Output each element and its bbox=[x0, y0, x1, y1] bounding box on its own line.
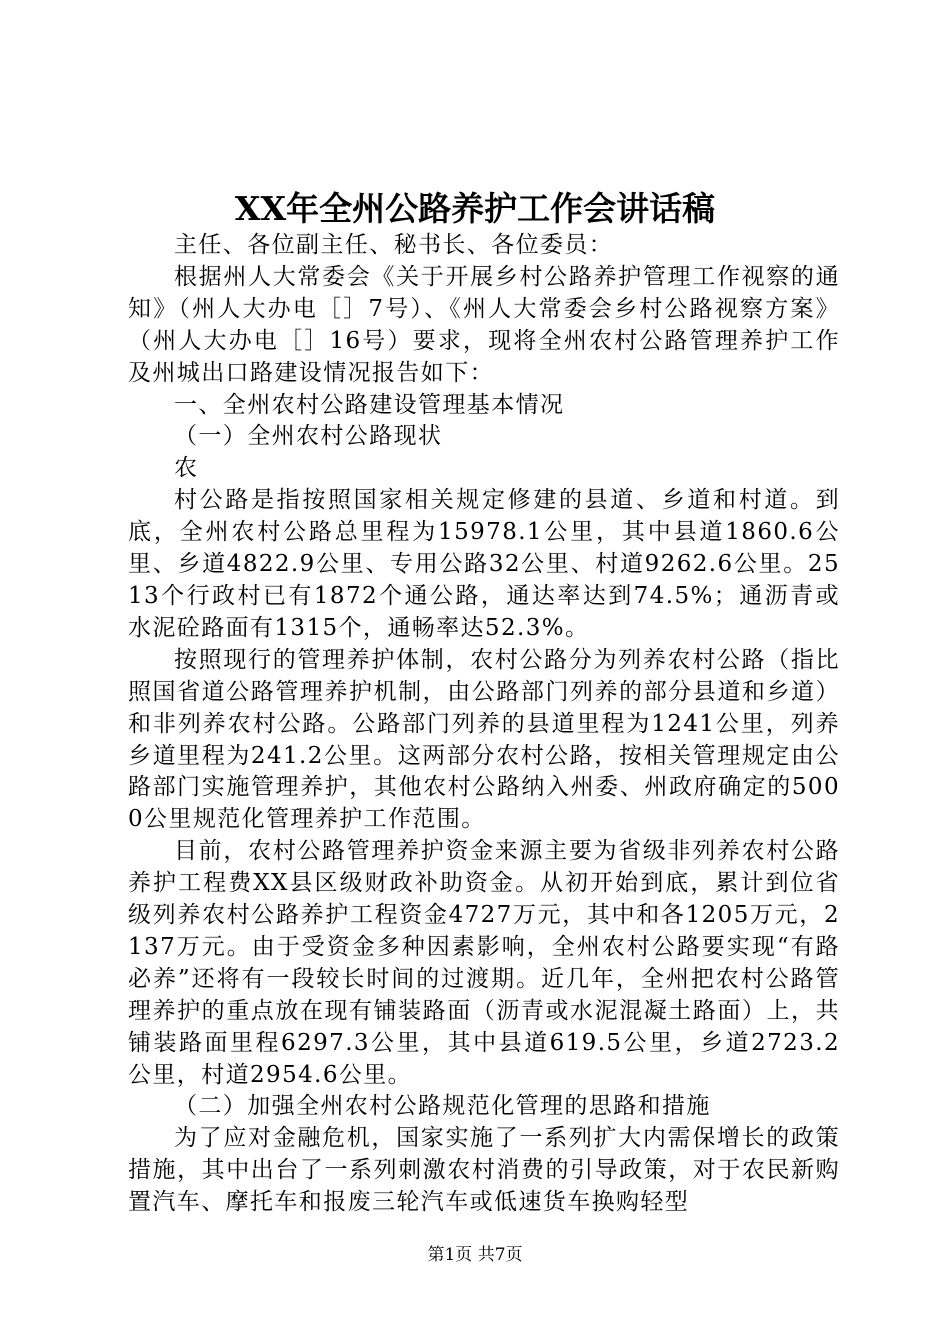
body-paragraph: 农 bbox=[174, 455, 199, 482]
document-title: XX年全州公路养护工作会讲话稿 bbox=[234, 189, 716, 228]
body-paragraph: 按照现行的管理养护体制，农村公路分为列养农村公路（指比照国省道公路管理养护机制，由公路部门列养的部分县道和乡道）和非列养农村公路。公路部门列养的县道里程为1241公里，列养乡道里程为241.2公里。这两部分农村公路，按相关管理规定由公路部门实施管理养护，其他农村公路纳入州委、州政府确定的5000公里规范化管理养护工作范围。 bbox=[128, 646, 840, 833]
page-footer: 第1页 共7页 bbox=[427, 1245, 523, 1265]
intro-paragraph: 根据州人大常委会《关于开展乡村公路养护管理工作视察的通知》（州人大办电［］7号）、《州人大常委会乡村公路视察方案》（州人大办电［］16号）要求，现将全州农村公路管理养护工作及州城出口路建设情况报告如下： bbox=[128, 263, 840, 386]
subsection-heading: （二）加强全州农村公路规范化管理的思路和措施 bbox=[174, 1093, 711, 1120]
body-paragraph: 目前，农村公路管理养护资金来源主要为省级非列养农村公路养护工程费XX县区级财政补助资金。从初开始到底，累计到位省级列养农村公路养护工程资金4727万元，其中和各1205万元，2137万元。由于受资金多种因素影响，全州农村公路要实现“有路必养”还将有一段较长时间的过渡期。近几年，全州把农村公路管理养护的重点放在现有铺装路面（沥青或水泥混凝土路面）上，共铺装路面里程6297.3公里，其中县道619.5公里，乡道2723.2公里，村道2954.6公里。 bbox=[128, 838, 840, 1088]
document-body bbox=[128, 230, 840, 1219]
salutation-paragraph: 主任、各位副主任、秘书长、各位委员： bbox=[174, 232, 614, 258]
section-heading: 一、全州农村公路建设管理基本情况 bbox=[174, 391, 565, 418]
body-paragraph: 为了应对金融危机，国家实施了一系列扩大内需保增长的政策措施，其中出台了一系列刺激农村消费的引导政策，对于农民新购置汽车、摩托车和报废三轮汽车或低速货车换购轻型 bbox=[128, 1125, 840, 1216]
body-paragraph: 村公路是指按照国家相关规定修建的县道、乡道和村道。到底，全州农村公路总里程为15978.1公里，其中县道1860.6公里、乡道4822.9公里、专用公路32公里、村道9262.6公里。2513个行政村已有1872个通公路，通达率达到74.5%；通沥青或水泥砼路面有1315个，通畅率达52.3%。 bbox=[128, 487, 840, 641]
subsection-heading: （一）全州农村公路现状 bbox=[174, 423, 443, 450]
